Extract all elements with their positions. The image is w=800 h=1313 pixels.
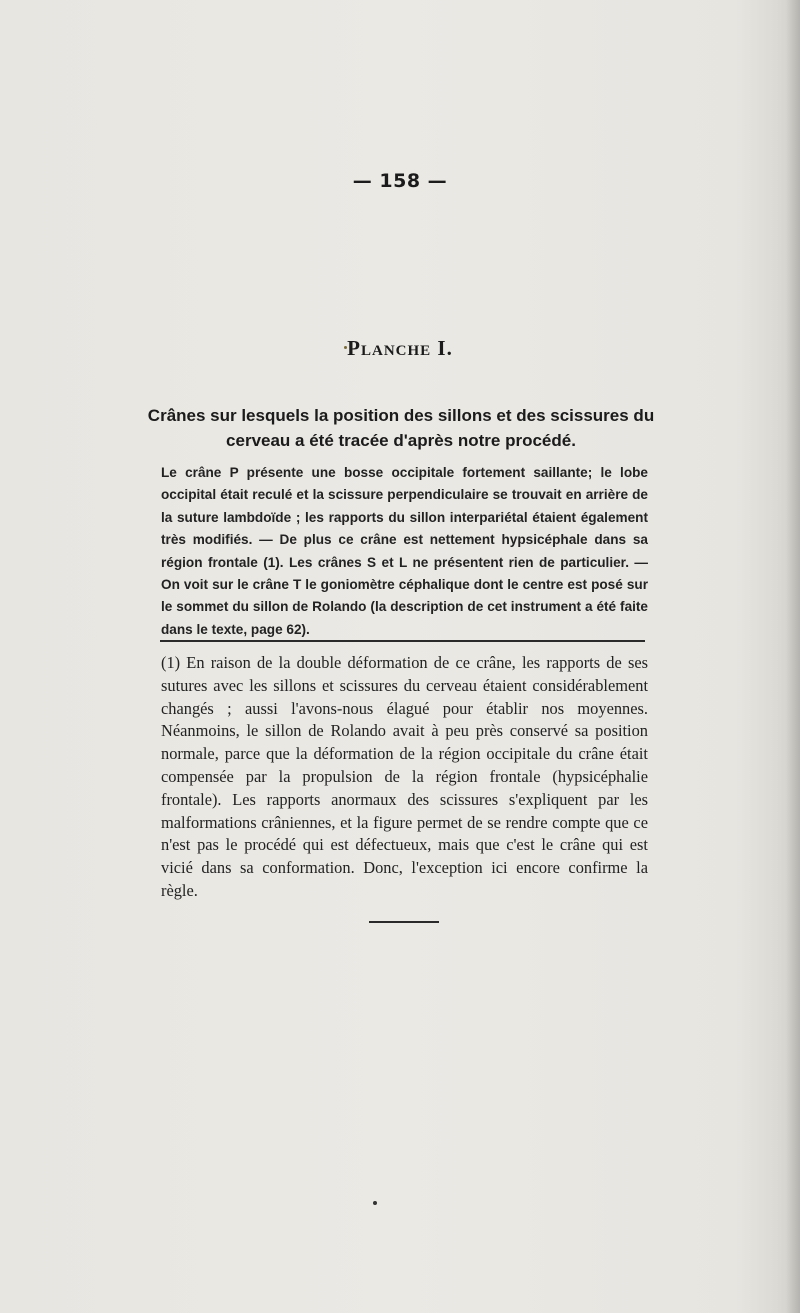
end-rule	[369, 921, 439, 923]
print-speck	[373, 1201, 377, 1205]
plate-headline: Crânes sur lesquels la position des sillons et des scissures du cerveau a été tracée d'après notre procédé.	[147, 406, 655, 450]
footnote: (1) En raison de la double déformation de ce crâne, les rapports de ses sutures avec les sillons et scissures du cerveau étaient considérablement changés ; aussi l'avons-nous élagué pour établir nos moyennes. Néanmoins, le sillon de Rolando avait à peu près conservé sa position normale, parce que la déformation de la région occipitale du crâne était compensée par la propulsion de la région frontale (hypsicéphalie frontale). Les rapports anormaux des scissures s'expliquent par les malformations crâniennes, et la figure permet de se rendre compte que ce n'est pas le procédé qui est défectueux, mais que c'est le crâne qui est vicié dans sa conformation. Donc, l'exception ici encore confirme la règle.	[161, 653, 648, 900]
plate-title: Planche I.	[347, 336, 453, 360]
plate-description: Le crâne P présente une bosse occipitale fortement saillante; le lobe occipital était reculé et la scissure perpendiculaire se trouvait en arrière de la suture lambdoïde ; les rapports du sillon interpariétal étaient également très modifiés. — De plus ce crâne est nettement hypsicéphale dans sa région frontale (1). Les crânes S et L ne présentent rien de particulier. — On voit sur le crâne T le goniomètre céphalique dont le centre est posé sur le sommet du sillon de Rolando (la description de cet instrument a été faite dans le texte, page 62).	[161, 465, 648, 637]
page-number: — 158 —	[352, 170, 448, 192]
page-edge-shadow	[786, 0, 800, 1313]
footnote-divider	[160, 640, 645, 642]
